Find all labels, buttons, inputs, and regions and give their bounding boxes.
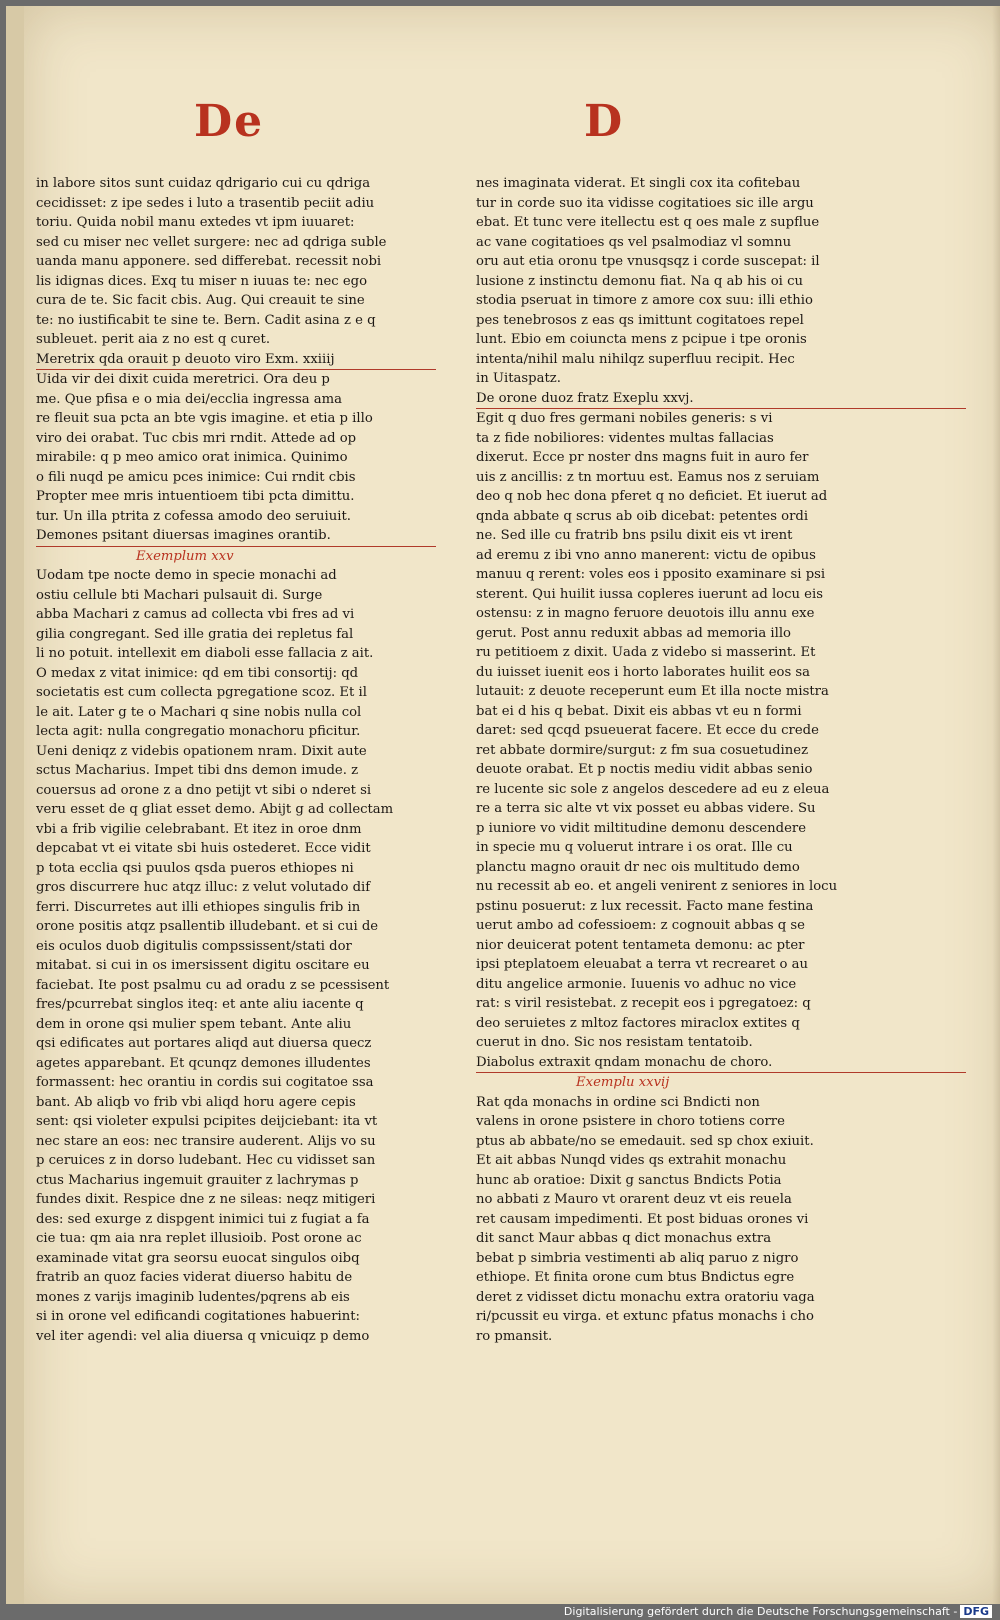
left-line-38: orone positis atqz psallentib illudebant. et si cui de bbox=[36, 919, 379, 934]
left-line-25: O medax z vitat inimice: qd em tibi consortij: qd bbox=[36, 665, 359, 681]
right-line-17: qnda abbate q scrus ab oib dicebat: petentes ordi bbox=[476, 508, 809, 524]
right-line-20: manuu q rerent: voles eos i pposito examinare si psi bbox=[476, 567, 826, 582]
right-line-3: ac vane cogitatioes qs vel psalmodiaz vl somnu bbox=[476, 234, 792, 250]
right-line-41: ditu angelice armonie. Iuuenis vo adhuc no vice bbox=[476, 976, 797, 992]
left-line-6: cura de te. Sic facit cbis. Aug. Qui creauit te sine bbox=[36, 293, 365, 308]
right-line-2: ebat. Et tunc vere itellectu est q oes male z supflue bbox=[476, 215, 820, 230]
left-line-7: te: no iustificabit te sine te. Bern. Cadit asina z e q bbox=[36, 312, 376, 328]
right-line-4: oru aut etia oronu tpe vnusqsqz i corde suscepat: il bbox=[476, 254, 820, 269]
right-line-51: hunc ab oratioe: Dixit g sanctus Bndicts Potia bbox=[476, 1172, 782, 1188]
right-line-45: Diabolus extraxit qndam monachu de choro. bbox=[476, 1053, 966, 1074]
left-line-47: bant. Ab aliqb vo frib vbi aliqd horu agere cepis bbox=[36, 1094, 356, 1110]
left-line-36: gros discurrere huc atqz illuc: z velut volutado dif bbox=[36, 880, 371, 895]
left-line-10: Uida vir dei dixit cuida meretrici. Ora deu p bbox=[36, 372, 330, 387]
left-line-56: fratrib an quoz facies viderat diuerso habitu de bbox=[36, 1270, 353, 1285]
left-line-3: sed cu miser nec vellet surgere: nec ad qdriga suble bbox=[36, 234, 387, 250]
right-line-15: uis z ancillis: z tn mortuu est. Eamus nos z seruiam bbox=[476, 469, 820, 485]
left-line-52: fundes dixit. Respice dne z ne sileas: neqz mitigeri bbox=[36, 1192, 376, 1207]
right-line-7: pes tenebrosos z eas qs imittunt cogitatoes repel bbox=[476, 312, 804, 328]
right-line-18: ne. Sed ille cu fratrib bns psilu dixit eis vt irent bbox=[476, 528, 793, 543]
left-line-32: veru esset de q gliat esset demo. Abijt g ad collectam bbox=[36, 802, 394, 817]
left-line-17: tur. Un illa ptrita z cofessa amodo deo seruiuit. bbox=[36, 508, 351, 524]
left-line-2: toriu. Quida nobil manu extedes vt ipm iuuaret: bbox=[36, 215, 355, 230]
left-line-59: vel iter agendi: vel alia diuersa q vnicuiqz p demo bbox=[36, 1328, 370, 1344]
right-line-33: p iuniore vo vidit miltitudine demonu descendere bbox=[476, 820, 807, 836]
left-line-20: Uodam tpe nocte demo in specie monachi ad bbox=[36, 568, 337, 583]
left-line-33: vbi a frib vigilie celebrabant. Et itez in oroe dnm bbox=[36, 821, 362, 837]
right-line-21: sterent. Qui huilit iussa copleres iuerunt ad locu eis bbox=[476, 586, 823, 602]
left-line-37: ferri. Discurretes aut illi ethiopes singulis frib in bbox=[36, 899, 361, 915]
running-head-left bbox=[194, 96, 264, 147]
left-line-23: gilia congregant. Sed ille gratia dei repletus fal bbox=[36, 626, 354, 642]
right-line-22: ostensu: z in magno feruore deuotois illu annu exe bbox=[476, 606, 815, 621]
right-line-24: ru petitioem z dixit. Uada z videbo si masserint. Et bbox=[476, 645, 816, 660]
left-line-5: lis idignas dices. Exq tu miser n iuuas te: nec ego bbox=[36, 273, 368, 289]
running-head-right bbox=[584, 96, 624, 147]
left-line-51: ctus Macharius ingemuit grauiter z lachrymas p bbox=[36, 1172, 359, 1188]
right-line-13: ta z fide nobiliores: videntes multas fallacias bbox=[476, 430, 774, 446]
left-line-12: re fleuit sua pcta an bte vgis imagine. et etia p illo bbox=[36, 411, 373, 426]
right-line-26: lutauit: z deuote receperunt eum Et illa nocte mistra bbox=[476, 684, 829, 699]
right-line-11: De orone duoz fratz Exeplu xxvj. bbox=[476, 389, 966, 410]
right-line-43: deo seruietes z mltoz factores miraclox extites q bbox=[476, 1015, 800, 1031]
left-line-15: o fili nuqd pe amicu pces inimice: Cui rndit cbis bbox=[36, 469, 356, 485]
digitization-credit bbox=[564, 1605, 992, 1618]
right-line-46: Exemplu xxvij bbox=[576, 1075, 670, 1090]
right-line-40: ipsi pteplatoem eleuabat a terra vt recrearet o au bbox=[476, 957, 808, 972]
text-column-left bbox=[36, 174, 456, 1346]
right-line-10: in Uitaspatz. bbox=[476, 371, 561, 386]
right-line-38: uerut ambo ad cofessioem: z cognouit abbas q se bbox=[476, 918, 805, 933]
right-line-1: tur in corde suo ita vidisse cogitatioes sic ille argu bbox=[476, 195, 814, 211]
right-line-37: pstinu posuerut: z lux recessit. Facto mane festina bbox=[476, 898, 814, 914]
right-line-27: bat ei d his q bebat. Dixit eis abbas vt eu n formi bbox=[476, 703, 802, 719]
right-line-58: ri/pcussit eu virga. et extunc pfatus monachs i cho bbox=[476, 1309, 814, 1324]
left-line-48: sent: qsi violeter expulsi pcipites deijciebant: ita vt bbox=[36, 1114, 378, 1129]
right-line-56: ethiope. Et finita orone cum btus Bndictus egre bbox=[476, 1270, 795, 1285]
right-line-0: nes imaginata viderat. Et singli cox ita cofitebau bbox=[476, 176, 801, 191]
right-line-50: Et ait abbas Nunqd vides qs extrahit monachu bbox=[476, 1153, 787, 1168]
right-line-29: ret abbate dormire/surgut: z fm sua cosuetudinez bbox=[476, 742, 809, 758]
right-line-23: gerut. Post annu reduxit abbas ad memoria illo bbox=[476, 625, 791, 641]
right-line-39: nior deuicerat potent tentameta demonu: ac pter bbox=[476, 937, 805, 953]
left-line-13: viro dei orabat. Tuc cbis mri rndit. Attede ad op bbox=[36, 430, 357, 446]
left-line-4: uanda manu apponere. sed differebat. recessit nobi bbox=[36, 254, 382, 269]
running-head-right-text: D bbox=[584, 96, 625, 147]
left-line-27: le ait. Later g te o Machari q sine nobis nulla col bbox=[36, 704, 362, 720]
left-line-44: qsi edificates aut portares aliqd aut diuersa quecz bbox=[36, 1036, 372, 1051]
left-line-18: Demones psitant diuersas imagines orantib. bbox=[36, 526, 436, 547]
dfg-logo: DFG bbox=[960, 1605, 992, 1618]
right-line-14: dixerut. Ecce pr noster dns magns fuit in auro fer bbox=[476, 450, 809, 465]
right-line-55: bebat p simbria vestimenti ab aliq paruo z nigro bbox=[476, 1250, 799, 1266]
right-line-8: lunt. Ebio em coiuncta mens z pcipue i tpe oronis bbox=[476, 332, 807, 347]
left-line-46: formassent: hec orantiu in cordis sui cogitatoe ssa bbox=[36, 1075, 374, 1090]
right-line-54: dit sanct Maur abbas q dict monachus extra bbox=[476, 1231, 772, 1246]
left-line-39: eis oculos duob digitulis compssissent/stati dor bbox=[36, 938, 352, 954]
left-line-28: lecta agit: nulla congregatio monachoru pficitur. bbox=[36, 724, 361, 739]
right-line-5: lusione z instinctu demonu fiat. Na q ab his oi cu bbox=[476, 273, 803, 289]
right-line-49: ptus ab abbate/no se emedauit. sed sp chox exiuit. bbox=[476, 1133, 814, 1149]
left-line-45: agetes apparebant. Et qcunqz demones illudentes bbox=[36, 1055, 371, 1071]
right-line-52: no abbati z Mauro vt orarent deuz vt eis reuela bbox=[476, 1192, 792, 1207]
left-line-9: Meretrix qda orauit p deuoto viro Exm. xxiiij bbox=[36, 350, 436, 371]
right-line-48: valens in orone psistere in choro totiens corre bbox=[476, 1114, 785, 1129]
right-line-34: in specie mu q voluerut intrare i os orat. Ille cu bbox=[476, 840, 793, 855]
left-line-0: in labore sitos sunt cuidaz qdrigario cui cu qdriga bbox=[36, 176, 371, 191]
right-line-42: rat: s viril resistebat. z recepit eos i pgregatoez: q bbox=[476, 996, 811, 1011]
left-line-30: sctus Macharius. Impet tibi dns demon imude. z bbox=[36, 763, 359, 778]
text-column-right bbox=[476, 174, 986, 1346]
right-line-57: deret z vidisset dictu monachu extra oratoriu vaga bbox=[476, 1289, 815, 1305]
left-line-16: Propter mee mris intuentioem tibi pcta dimittu. bbox=[36, 489, 355, 504]
right-line-31: re lucente sic sole z angelos descedere ad eu z eleua bbox=[476, 781, 830, 797]
right-line-44: cuerut in dno. Sic nos resistam tentatoib. bbox=[476, 1035, 753, 1050]
right-line-35: planctu magno orauit dr nec ois multitudo demo bbox=[476, 859, 800, 875]
right-line-6: stodia pseruat in timore z amore cox suu: illi ethio bbox=[476, 293, 813, 308]
right-line-59: ro pmansit. bbox=[476, 1328, 553, 1344]
right-line-32: re a terra sic alte vt vix posset eu abbas videre. Su bbox=[476, 801, 816, 816]
right-line-47: Rat qda monachs in ordine sci Bndicti non bbox=[476, 1094, 760, 1110]
left-line-54: cie tua: qm aia nra replet illusioib. Post orone ac bbox=[36, 1231, 362, 1246]
book-page bbox=[6, 6, 1000, 1604]
right-line-30: deuote orabat. Et p noctis mediu vidit abbas senio bbox=[476, 762, 813, 777]
right-line-25: du iuisset iuenit eos i horto laborates huilit eos sa bbox=[476, 664, 811, 680]
left-line-34: depcabat vt ei vitate sbi huis ostederet. Ecce vidit bbox=[36, 841, 371, 856]
right-line-12: Egit q duo fres germani nobiles generis: s vi bbox=[476, 411, 773, 426]
left-line-21: ostiu cellule bti Machari pulsauit di. Surge bbox=[36, 587, 323, 603]
left-line-55: examinade vitat gra seorsu euocat singulos oibq bbox=[36, 1250, 360, 1266]
left-line-53: des: sed exurge z dispgent inimici tui z fugiat a fa bbox=[36, 1211, 370, 1227]
left-line-22: abba Machari z camus ad collecta vbi fres ad vi bbox=[36, 607, 355, 622]
left-line-26: societatis est cum collecta pgregatione scoz. Et il bbox=[36, 685, 367, 700]
left-line-24: li no potuit. intellexit em diaboli esse fallacia z ait. bbox=[36, 646, 374, 661]
right-line-53: ret causam impedimenti. Et post biduas orones vi bbox=[476, 1211, 809, 1227]
left-line-31: couersus ad orone z a dno petijt vt sibi o nderet si bbox=[36, 782, 372, 798]
right-line-28: daret: sed qcqd psueuerat facere. Et ecce du crede bbox=[476, 723, 819, 738]
right-line-16: deo q nob hec dona pferet q no deficiet. Et iuerut ad bbox=[476, 489, 828, 504]
left-line-49: nec stare an eos: nec transire auderent. Alijs vo su bbox=[36, 1133, 376, 1149]
left-line-41: faciebat. Ite post psalmu cu ad oradu z se pcessisent bbox=[36, 977, 390, 993]
left-line-14: mirabile: q p meo amico orat inimica. Quinimo bbox=[36, 450, 348, 465]
right-line-9: intenta/nihil malu nihilqz superfluu recipit. Hec bbox=[476, 351, 795, 367]
right-line-36: nu recessit ab eo. et angeli venirent z seniores in locu bbox=[476, 879, 838, 894]
left-line-1: cecidisset: z ipe sedes i luto a trasentib peciit adiu bbox=[36, 195, 375, 211]
credit-text: Digitalisierung gefördert durch die Deutsche Forschungsgemeinschaft - bbox=[563, 1605, 958, 1618]
left-line-35: p tota ecclia qsi puulos qsda pueros ethiopes ni bbox=[36, 860, 354, 876]
right-line-19: ad eremu z ibi vno anno manerent: victu de opibus bbox=[476, 547, 816, 563]
running-head-left-text: De bbox=[194, 96, 265, 147]
left-line-42: fres/pcurrebat singlos iteq: et ante aliu iacente q bbox=[36, 997, 364, 1012]
left-line-50: p ceruices z in dorso ludebant. Hec cu vidisset san bbox=[36, 1153, 376, 1168]
left-line-11: me. Que pfisa e o mia dei/ecclia ingressa ama bbox=[36, 391, 343, 407]
left-line-40: mitabat. si cui in os imersissent digitu oscitare eu bbox=[36, 958, 370, 973]
left-line-8: subleuet. perit aia z no est q curet. bbox=[36, 332, 271, 347]
left-line-29: Ueni deniqz z videbis opationem nram. Dixit aute bbox=[36, 743, 367, 759]
left-line-43: dem in orone qsi mulier spem tebant. Ante aliu bbox=[36, 1016, 352, 1032]
left-line-19: Exemplum xxv bbox=[136, 548, 234, 564]
left-line-57: mones z varijs imaginib ludentes/pqrens ab eis bbox=[36, 1289, 350, 1305]
left-line-58: si in orone vel edificandi cogitationes habuerint: bbox=[36, 1309, 360, 1324]
